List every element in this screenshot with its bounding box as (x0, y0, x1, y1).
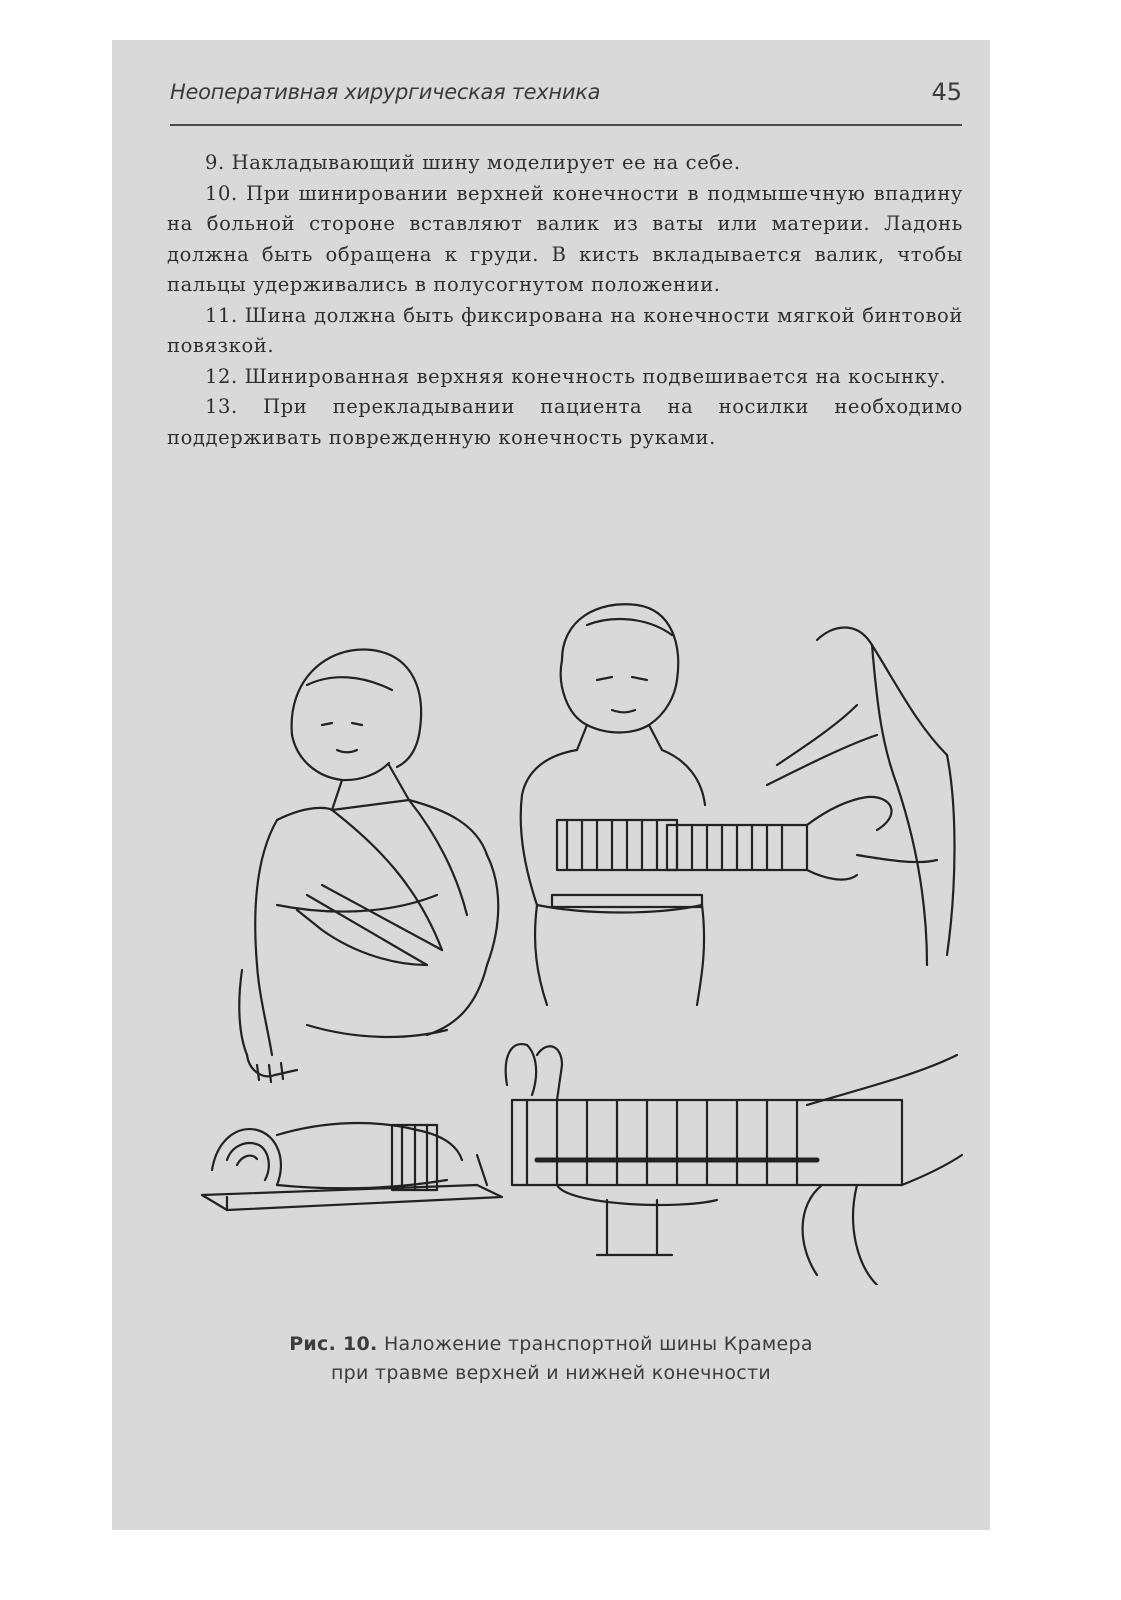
caption-line-1 (112, 1330, 990, 1359)
paragraph-13: 13. При перекладывании пациента на носилки необходимо поддерживать поврежденную конечность руками. (167, 395, 963, 449)
illustration-leg-stretcher (506, 1044, 962, 1285)
caption-label: Рис. 10. (289, 1333, 378, 1355)
body-text (167, 148, 963, 453)
figure-illustration (157, 585, 967, 1285)
page-header (170, 76, 962, 116)
caption-text-1: Наложение транспортной шины Крамера (383, 1333, 813, 1355)
scanned-page (112, 40, 990, 1530)
paragraph-12: 12. Шинированная верхняя конечность подвешивается на косынку. (205, 364, 947, 388)
paragraph-9: 9. Накладывающий шину моделирует ее на себе. (205, 151, 741, 174)
figure-caption (112, 1330, 990, 1388)
paragraph-11: 11. Шина должна быть фиксирована на конечности мягкой бинтовой повязкой. (167, 303, 963, 357)
splint-upper-arm (557, 820, 677, 870)
caption-line-2: при травме верхней и нижней конечности (330, 1362, 772, 1384)
illustration-woman-with-sling (239, 650, 498, 1082)
page-number: 45 (931, 78, 962, 106)
header-rule (170, 124, 962, 126)
running-title: Неоперативная хирургическая техника (170, 80, 601, 104)
figure-kramer-splint (157, 585, 967, 1285)
paragraph-10: 10. При шинировании верхней конечности в подмышечную впадину на больной стороне вставляют валик из ваты или материи. Ладонь должна быть обращена к груди. В кисть вкладывается валик, чтобы пальцы удерживались в полусогнутом положении. (167, 181, 963, 296)
illustration-leg-splint (202, 1123, 502, 1210)
illustration-man-arm-splint (521, 604, 955, 1005)
